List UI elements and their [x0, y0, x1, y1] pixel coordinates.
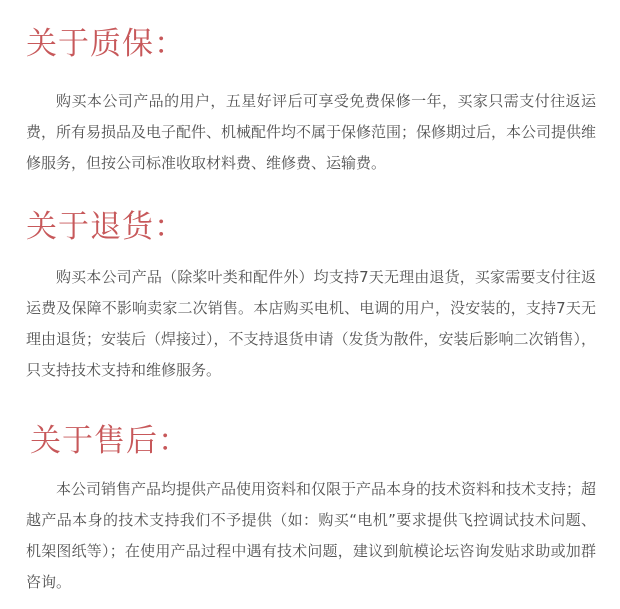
- after-sales-heading: 关于售后：: [30, 423, 190, 459]
- returns-text: 购买本公司产品（除桨叶类和配件外）均支持7天无理由退货，买家需要支付往返运费及保障不影响卖家二次销售。本店购买电机、电调的用户，没安装的，支持7天无理由退货；安装后（焊接过），不支持退货申请（发货为散件，安装后影响二次销售），只支持技术支持和维修服务。: [26, 268, 597, 379]
- after-sales-text: 本公司销售产品均提供产品使用资料和仅限于产品本身的技术资料和技术支持；超越产品本身的技术支持我们不予提供（如：购买“电机”要求提供飞控调试技术问题、机架图纸等）；在使用产品过程中遇有技术问题，建议到航模论坛咨询发贴求助或加群咨询。: [26, 480, 597, 591]
- warranty-text: 购买本公司产品的用户，五星好评后可享受免费保修一年，买家只需支付往返运费，所有易损品及电子配件、机械配件均不属于保修范围；保修期过后，本公司提供维修服务，但按公司标准收取材料费、维修费、运输费。: [26, 92, 597, 172]
- warranty-heading: 关于质保：: [26, 26, 186, 62]
- returns-heading: 关于退货：: [26, 209, 186, 245]
